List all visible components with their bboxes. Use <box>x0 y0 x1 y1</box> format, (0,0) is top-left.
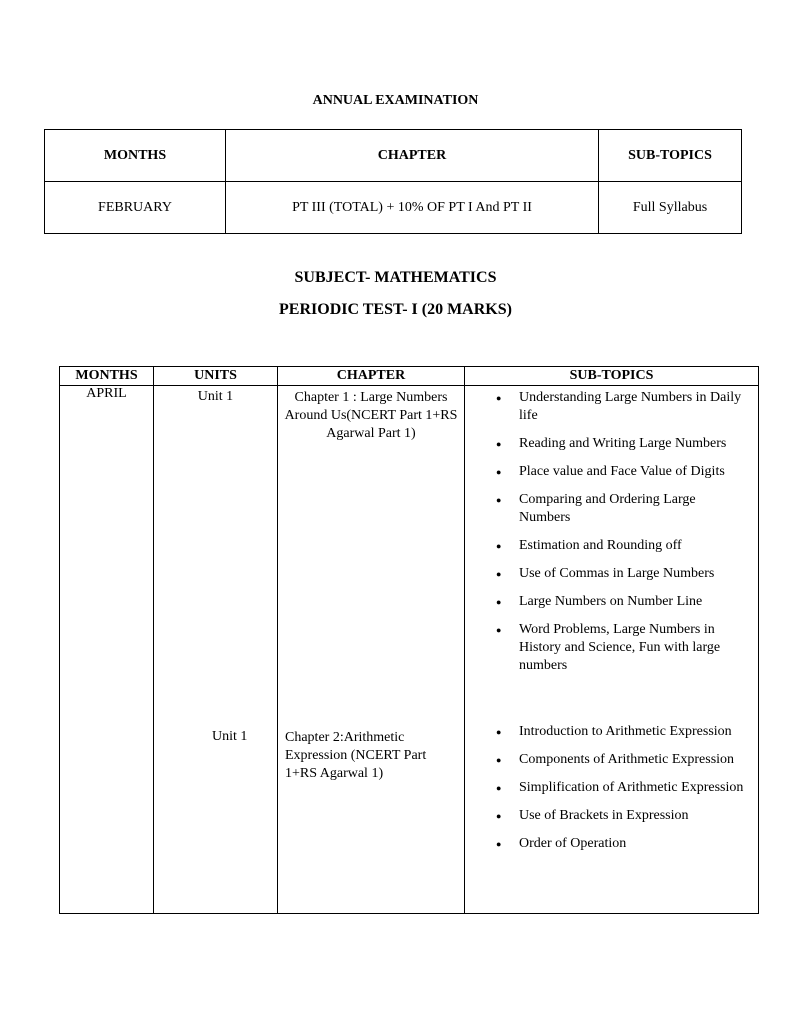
header-units: UNITS <box>154 367 278 386</box>
cell-chapter: PT III (TOTAL) + 10% OF PT I And PT II <box>226 182 599 234</box>
cell-chapter <box>278 386 465 914</box>
header-sub-topics: SUB-TOPICS <box>465 367 759 386</box>
unit-label: Unit 1 <box>197 389 234 404</box>
header-months: MONTHS <box>45 130 226 182</box>
periodic-test-title: PERIODIC TEST- I (20 MARKS) <box>279 301 512 318</box>
header-sub-topics: SUB-TOPICS <box>599 130 742 182</box>
header-months: MONTHS <box>60 367 154 386</box>
table-header-row <box>45 130 742 182</box>
table-row <box>45 182 742 234</box>
list-item: ● Use of Commas in Large Numbers <box>465 565 758 583</box>
list-item: ● Estimation and Rounding off <box>465 537 758 555</box>
cell-sub-topics: Full Syllabus <box>599 182 742 234</box>
list-item: ● Order of Operation <box>465 835 758 853</box>
header-chapter: CHAPTER <box>226 130 599 182</box>
header-chapter: CHAPTER <box>278 367 465 386</box>
subtopic-list-chapter-1 <box>465 389 758 685</box>
table-row <box>60 386 759 914</box>
list-item: ● Comparing and Ordering Large Numbers <box>465 491 758 527</box>
cell-month: FEBRUARY <box>45 182 226 234</box>
list-item: ● Understanding Large Numbers in Daily life <box>465 389 758 425</box>
list-item: ● Large Numbers on Number Line <box>465 593 758 611</box>
list-item: ● Word Problems, Large Numbers in History and Science, Fun with large numbers <box>465 621 758 675</box>
annual-exam-table <box>44 129 742 234</box>
list-item: ● Simplification of Arithmetic Expression <box>465 779 758 797</box>
periodic-test-table <box>59 366 759 914</box>
list-item: ● Place value and Face Value of Digits <box>465 463 758 481</box>
cell-units <box>154 386 278 914</box>
list-item: ● Use of Brackets in Expression <box>465 807 758 825</box>
cell-sub-topics <box>465 386 759 914</box>
subtopic-list-chapter-2 <box>465 723 758 863</box>
list-item: ● Reading and Writing Large Numbers <box>465 435 758 453</box>
unit-label: Unit 1 <box>212 729 248 744</box>
annual-exam-title: ANNUAL EXAMINATION <box>312 93 479 108</box>
subject-title: SUBJECT- MATHEMATICS <box>294 269 497 286</box>
chapter-1-text: Chapter 1 : Large Numbers Around Us(NCERT Part 1+RS Agarwal Part 1) <box>284 390 458 441</box>
cell-month: APRIL <box>60 386 154 914</box>
chapter-2-text: Chapter 2:Arithmetic Expression (NCERT Part 1+RS Agarwal 1) <box>285 730 427 781</box>
table-header-row <box>60 367 759 386</box>
list-item: ● Components of Arithmetic Expression <box>465 751 758 769</box>
list-item: ● Introduction to Arithmetic Expression <box>465 723 758 741</box>
